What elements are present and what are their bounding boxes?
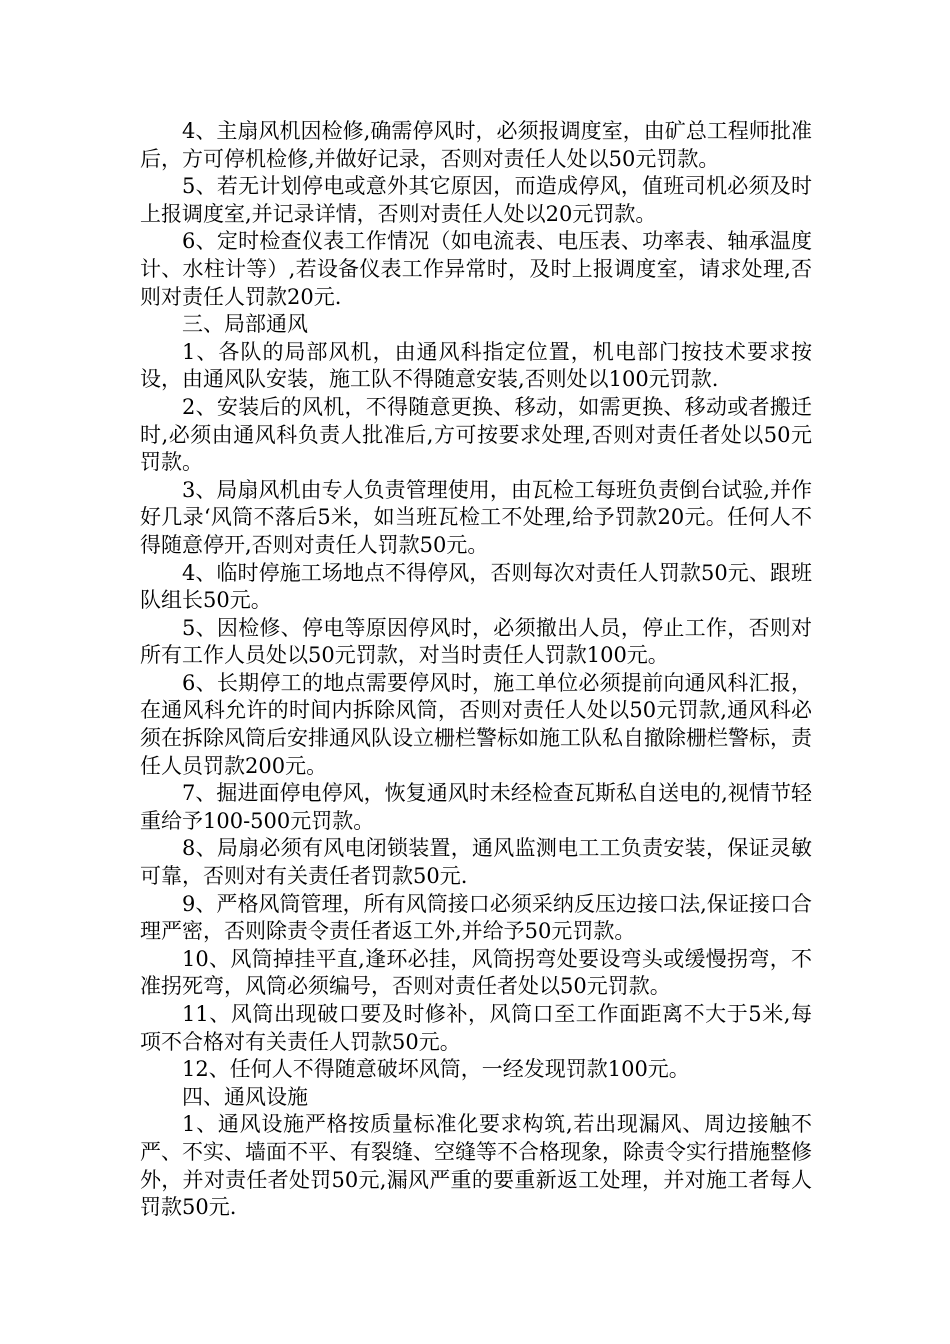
document-body <box>140 118 812 1222</box>
paragraph-maintenance-stop: 5、因检修、停电等原因停风时，必须撤出人员，停止工作，否则对所有工作人员处以50元罚款，对当时责任人罚款100元。 <box>140 615 812 668</box>
paragraph-instrument-check: 6、定时检查仪表工作情况（如电流表、电压表、功率表、轴承温度计、水柱计等）,若设备仪表工作异常时，及时上报调度室，请求处理,否则对责任人罚款20元. <box>140 229 812 309</box>
paragraph-facility-construction: 1、通风设施严格按质量标准化要求构筑,若出现漏风、周边接触不严、不实、墙面不平、有裂缝、空缝等不合格现象，除责令实行措施整修外，并对责任者处罚50元,漏风严重的要重新返工处理，并对施工者每人罚款50元. <box>140 1112 812 1220</box>
paragraph-duct-damage: 12、任何人不得随意破坏风筒，一经发现罚款100元。 <box>182 1057 690 1082</box>
paragraph-interlock: 8、局扇必须有风电闭锁装置，通风监测电工工负责安装，保证灵敏可靠，否则对有关责任者罚款50元. <box>140 836 812 889</box>
paragraph-duct-repair: 11、风筒出现破口要及时修补，风筒口至工作面距离不大于5米,每项不合格对有关责任人罚款50元。 <box>140 1002 812 1054</box>
paragraph-duct-joints: 9、严格风筒管理，所有风筒接口必须采纳反压边接口法,保证接口合理严密，否则除责令责任者返工外,并给予50元罚款。 <box>140 891 812 944</box>
section-heading-ventilation-facilities: 四、通风设施 <box>182 1084 308 1109</box>
paragraph-local-fan-install: 1、各队的局部风机，由通风科指定位置，机电部门按技术要求按设，由通风队安装，施工队不得随意安装,否则处以100元罚款. <box>140 339 812 392</box>
paragraph-main-fan-maintenance: 4、主扇风机因检修,确需停风时，必须报调度室，由矿总工程师批准后，方可停机检修,并做好记录，否则对责任人处以50元罚款。 <box>140 119 812 171</box>
paragraph-unplanned-outage: 5、若无计划停电或意外其它原因，而造成停风，值班司机必须及时上报调度室,并记录详情，否则对责任人处以20元罚款。 <box>140 174 812 226</box>
paragraph-power-restore: 7、掘进面停电停风，恢复通风时未经检查瓦斯私自送电的,视情节轻重给予100-500元罚款。 <box>140 781 812 833</box>
paragraph-fan-relocation: 2、安装后的风机，不得随意更换、移动，如需更换、移动或者搬迁时,必须由通风科负责人批准后,方可按要求处理,否则对责任者处以50元罚款。 <box>140 394 812 475</box>
paragraph-temporary-stop: 4、临时停施工场地点不得停风，否则每次对责任人罚款50元、跟班队组长50元。 <box>140 560 812 613</box>
paragraph-long-stop: 6、长期停工的地点需要停风时，施工单位必须提前向通风科汇报，在通风科允许的时间内拆除风筒，否则对责任人处以50元罚款,通风科必须在拆除风筒后安排通风队设立栅栏警标如施工队私自撤除栅栏警标，责任人员罚款200元。 <box>140 670 812 778</box>
paragraph-duct-hanging: 10、风筒掉挂平直,逢环必挂，风筒拐弯处要设弯头或缓慢拐弯，不准拐死弯，风筒必须编号，否则对责任者处以50元罚款。 <box>140 946 812 999</box>
paragraph-fan-management: 3、局扇风机由专人负责管理使用，由瓦检工每班负责倒台试验,并作好几录‘风筒不落后5米，如当班瓦检工不处理,给予罚款20元。任何人不得随意停开,否则对责任人罚款50元。 <box>140 477 812 557</box>
section-heading-local-ventilation: 三、局部通风 <box>182 312 308 337</box>
